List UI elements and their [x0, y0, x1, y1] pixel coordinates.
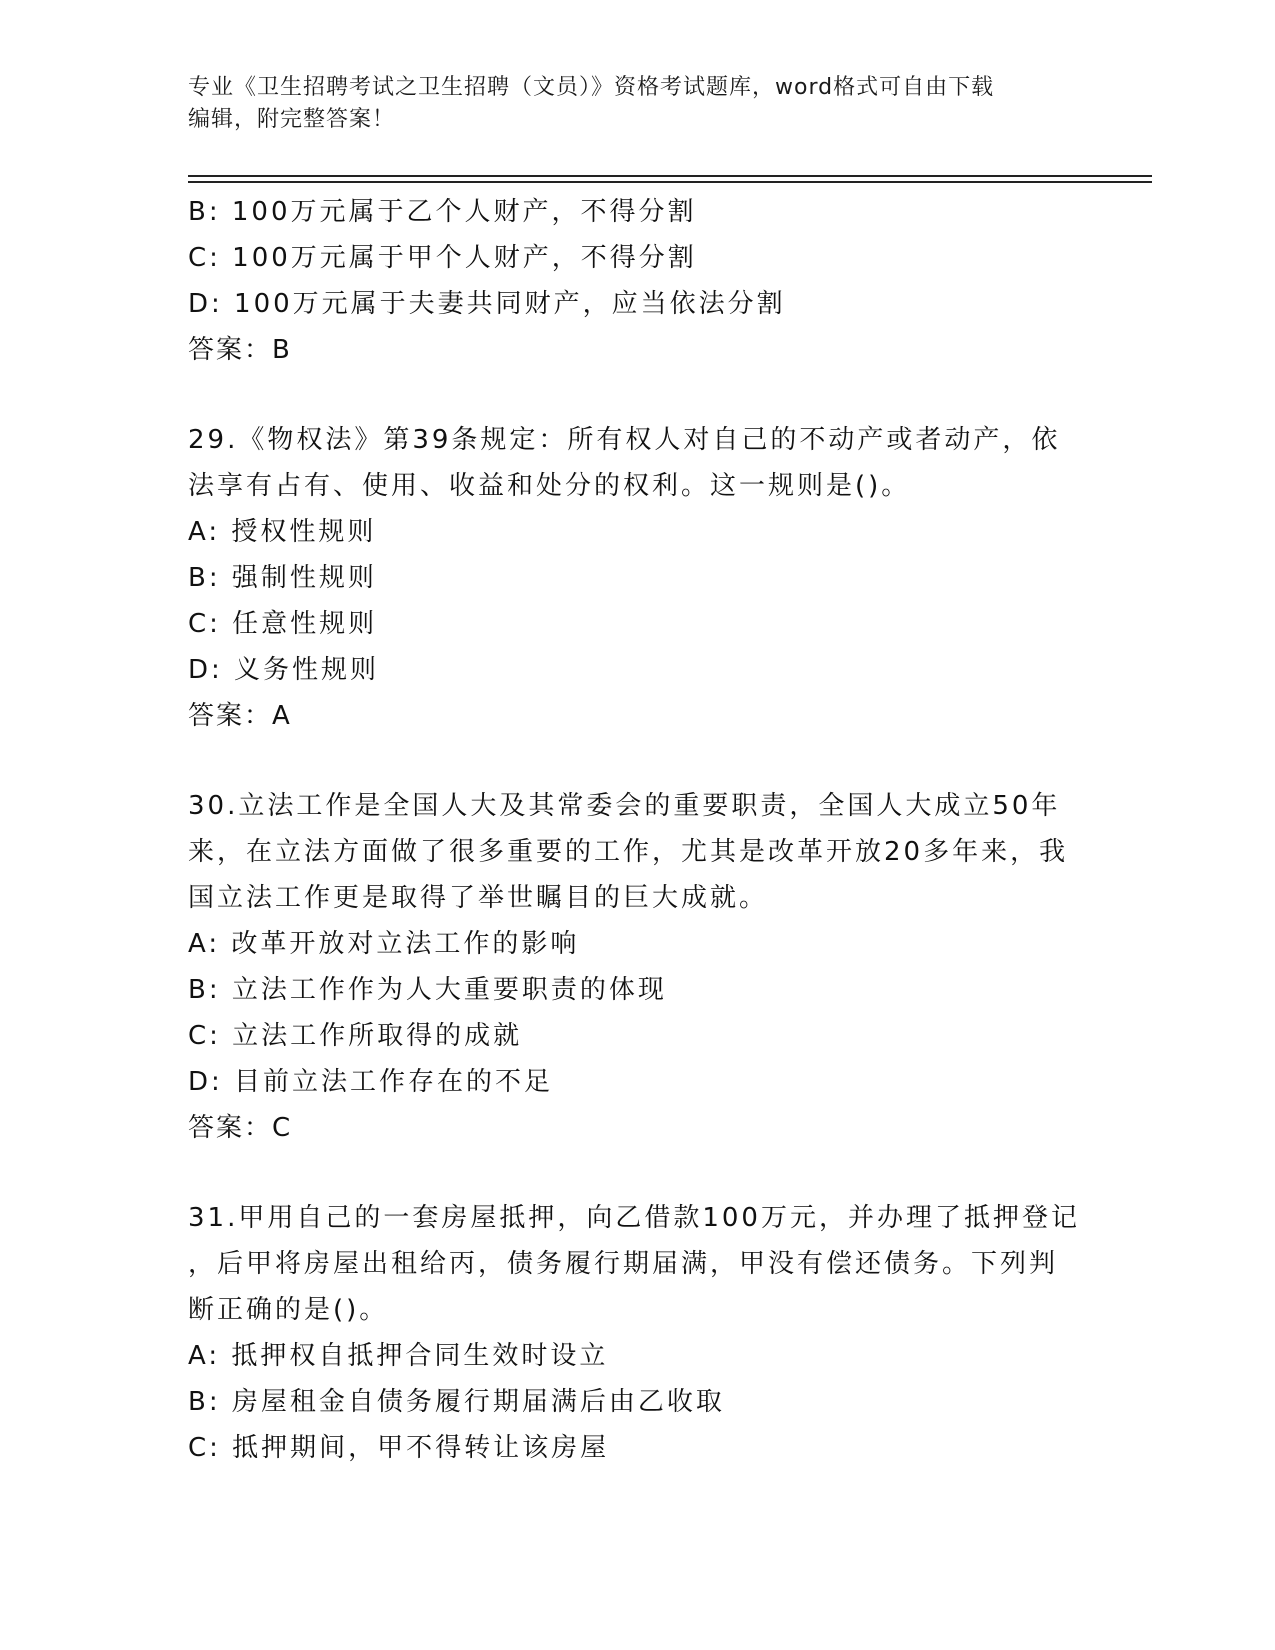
header-divider-top [188, 175, 1152, 177]
answer-line [188, 327, 1088, 373]
header-divider-bottom [188, 181, 1152, 183]
question-stem-line: ，后甲将房屋出租给丙，债务履行期届满，甲没有偿还债务。下列判 [188, 1249, 1059, 1279]
question-29 [188, 417, 1088, 739]
document-body [188, 189, 1088, 1471]
option-d: D: 目前立法工作存在的不足 [188, 1067, 554, 1097]
answer-label: 答案： [188, 335, 273, 365]
document-header [188, 72, 1088, 136]
spacer [188, 1151, 1088, 1195]
question-stem-line: 国立法工作更是取得了举世瞩目的巨大成就。 [188, 883, 769, 913]
option-d: D: 100万元属于夫妻共同财产，应当依法分割 [188, 289, 786, 319]
option-a: A: 改革开放对立法工作的影响 [188, 929, 580, 959]
question-28-tail [188, 189, 1088, 373]
option-c: C: 立法工作所取得的成就 [188, 1021, 523, 1051]
header-line-2: 编辑，附完整答案！ [188, 107, 396, 132]
option-b: B: 立法工作作为人大重要职责的体现 [188, 975, 667, 1005]
answer-value: A [272, 701, 291, 731]
question-31 [188, 1195, 1088, 1471]
answer-label: 答案： [188, 701, 273, 731]
option-a: A: 授权性规则 [188, 517, 377, 547]
option-c: C: 抵押期间，甲不得转让该房屋 [188, 1433, 610, 1463]
option-a: A: 抵押权自抵押合同生效时设立 [188, 1341, 609, 1371]
question-stem-line: 断正确的是()。 [188, 1295, 389, 1325]
option-c: C: 100万元属于甲个人财产，不得分割 [188, 243, 697, 273]
question-stem-line: 来，在立法方面做了很多重要的工作，尤其是改革开放20多年来，我 [188, 837, 1069, 867]
option-b: B: 强制性规则 [188, 563, 377, 593]
answer-value: B [272, 335, 291, 365]
question-stem-line: 29.《物权法》第39条规定：所有权人对自己的不动产或者动产，依 [188, 425, 1061, 455]
answer-line [188, 693, 1088, 739]
question-stem-line: 法享有占有、使用、收益和处分的权利。这一规则是()。 [188, 471, 911, 501]
answer-value: C [272, 1113, 292, 1143]
spacer [188, 373, 1088, 417]
question-stem-line: 30.立法工作是全国人大及其常委会的重要职责，全国人大成立50年 [188, 791, 1061, 821]
option-d: D: 义务性规则 [188, 655, 380, 685]
option-b: B: 房屋租金自债务履行期届满后由乙收取 [188, 1387, 725, 1417]
answer-line [188, 1105, 1088, 1151]
question-30 [188, 783, 1088, 1151]
header-line-1: 专业《卫生招聘考试之卫生招聘（文员）》资格考试题库，word格式可自由下载 [188, 75, 995, 100]
option-c: C: 任意性规则 [188, 609, 378, 639]
spacer [188, 739, 1088, 783]
answer-label: 答案： [188, 1113, 273, 1143]
option-b: B: 100万元属于乙个人财产，不得分割 [188, 197, 697, 227]
question-stem-line: 31.甲用自己的一套房屋抵押，向乙借款100万元，并办理了抵押登记 [188, 1203, 1080, 1233]
